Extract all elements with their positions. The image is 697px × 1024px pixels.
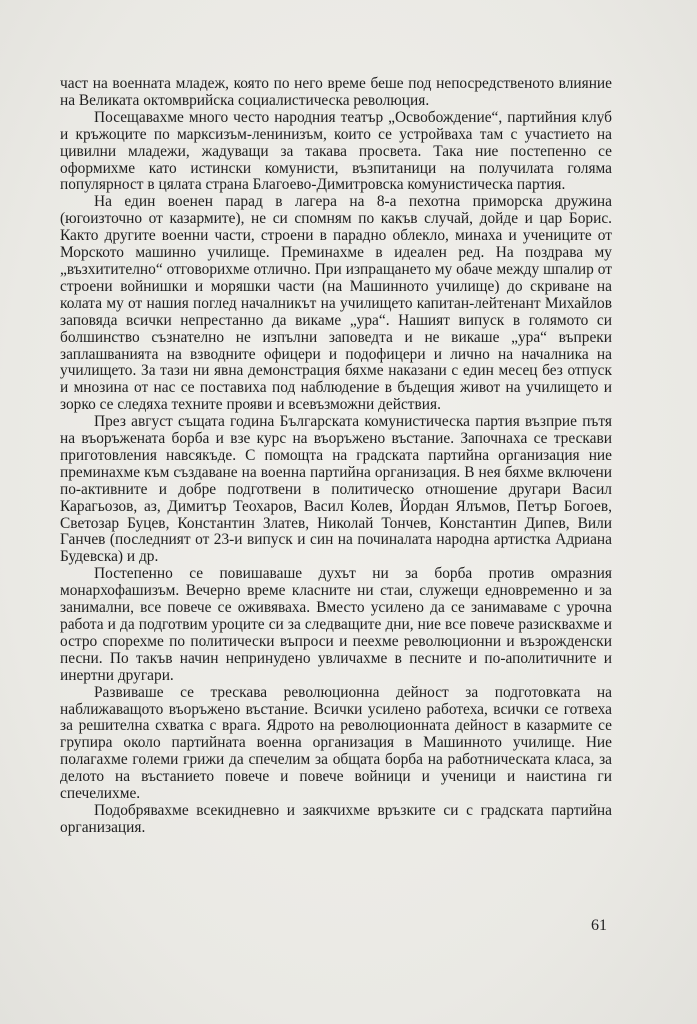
paragraph-2: Посещавахме много често народния театър „Освобождение“, партийния клуб и кръжоците по марксизъм-ленинизъм, които се устройваха там с участието на цивилни младежи, жадуващи за такава просвета. Така ние постепенно се оформихме като истински комунисти, възпитаници на получилата голяма популярност в цялата страна Благоево-Димитровска комунистическа партия. xyxy=(60,108,612,194)
page-number: 61 xyxy=(591,917,607,934)
paragraph-6: Развиваше се трескава революционна дейност за подготовката на наближаващото въоръжено въстание. Всички усилено работеха, всички се готвеха за решителна схватка с врага. Ядрото на революционната дейност в казармите се групира около партийната военна организация в Машинното училище. Ние полагахме големи грижи да спечелим за общата борба на работническата класа, за делото на въстанието повече и повече войници и ученици и наистина ги спечелихме. xyxy=(60,683,612,803)
paragraph-5: Постепенно се повишаваше духът ни за борба против омразния монархофашизъм. Вечерно време класните ни стаи, служещи едновременно и за занимални, все повече се оживяваха. Вместо усилено да се занимаваме с урочна работа и да подготвим уроците си за следващите дни, ние все повече разисквахме и остро спорехме по политически въпроси и пеехме революционни и възрожденски песни. По такъв начин непринудено увличахме в песните и по-аполитичните и инертни другари. xyxy=(60,565,612,684)
paragraph-1: част на военната младеж, която по него време беше под непосредственото влияние на Великата октомврийска социалистическа революция. xyxy=(60,75,612,109)
paragraph-3: На един военен парад в лагера на 8-а пехотна приморска дружина (югоизточно от казармите), не си спомням по какъв случай, дойде и цар Борис. Както другите военни части, строени в парадно облекло, минаха и учениците от Морското машинно училище. Преминахме в идеален ред. На поздрава му „възхитително“ отговорихме отлично. При изпращането му обаче между шпалир от строени войнишки и моряшки части (на Машинното училище) до скриване на колата му от нашия поглед началникът на училището капитан-лейтенант Михайлов заповяда всички непрестанно да викаме „ура“. Нашият випуск в голямото си болшинство съзнателно не изпълни заповедта и не викаше „ура“ въпреки заплашванията на взводните офицери и подофицери и лично на началника на училището. За тази ни явна демонстрация бяхме наказани с един месец без отпуск и мнозина от нас се поставиха под наблюдение в бъдещия живот на училището и зорко се следяха техните прояви и всевъзможни действия. xyxy=(60,193,612,414)
paragraph-4: През август същата година Българската комунистическа партия възприе пътя на въоръжената борба и взе курс на въоръжено въстание. Започнаха се трескави приготовления навсякъде. С помощта на градската партийна организация ние преминахме към създаване на военна партийна организация. В нея бяхме включени по-активните и добре подготвени в политическо отношение другари Васил Карагьозов, аз, Димитър Теохаров, Васил Колев, Йордан Ялъмов, Петър Богоев, Светозар Буцев, Константин Златев, Николай Тончев, Константин Дипев, Вили Ганчев (последният от 23-и випуск и син на починалата народна артистка Адриана Будевска) и др. xyxy=(60,413,612,566)
page-body-text xyxy=(60,76,612,837)
paragraph-7: Подобрявахме всекидневно и заякчихме връзките си с градската партийна организация. xyxy=(60,801,612,836)
